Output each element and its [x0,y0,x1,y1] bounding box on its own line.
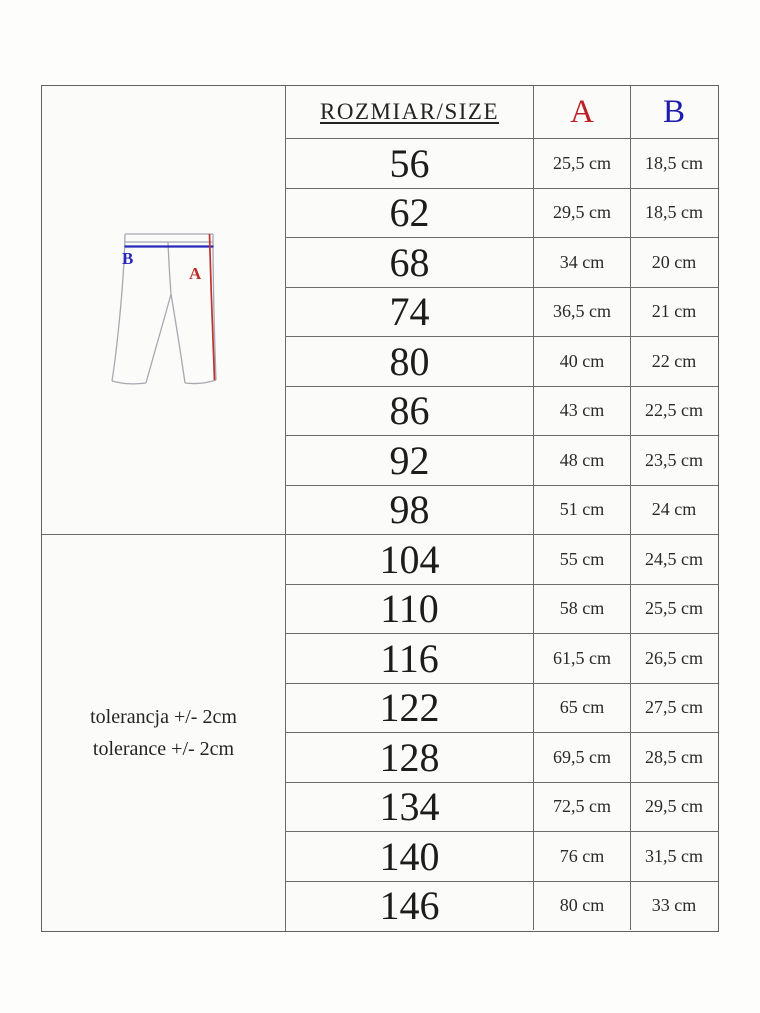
a-measure-cell [533,288,630,337]
table-row [286,534,718,584]
a-measure-cell-value: 65 cm [559,697,605,718]
header-a-cell [533,86,630,138]
size-cell [286,486,533,535]
table-row [286,188,718,238]
b-measure-cell-value: 27,5 cm [645,697,703,718]
b-measure-cell [630,436,717,485]
size-cell [286,882,533,931]
size-cell-value: 74 [389,289,430,335]
table-row [286,485,718,535]
size-cell-value: 134 [379,784,440,830]
b-measure-cell [630,832,717,881]
a-measure-cell-value: 51 cm [559,499,605,520]
a-measure-cell [533,733,630,782]
size-cell-value: 104 [379,536,440,582]
size-cell [286,535,533,584]
header-size-cell [286,86,533,138]
size-cell-value: 62 [389,190,430,236]
header-a-label: A [570,93,594,130]
a-measure-cell [533,238,630,287]
size-cell-value: 56 [389,140,430,186]
table-row [286,386,718,436]
table-header-row [286,86,718,138]
table-row [286,435,718,485]
trousers-diagram [108,231,220,389]
table-rows [286,138,718,930]
tolerance-line-en: tolerance +/- 2cm [92,737,235,760]
size-cell [286,783,533,832]
b-measure-cell-value: 20 cm [651,251,697,272]
b-measure-cell [630,189,717,238]
a-measure-cell [533,486,630,535]
b-measure-cell-value: 21 cm [651,301,697,322]
b-measure-cell-value: 29,5 cm [645,796,703,817]
b-measure-cell-value: 18,5 cm [645,152,703,173]
table-row [286,782,718,832]
a-measure-cell [533,585,630,634]
a-measure-cell-value: 69,5 cm [553,746,611,767]
header-b-cell [630,86,717,138]
a-measure-cell-value: 58 cm [559,598,605,619]
a-measure-cell-value: 55 cm [559,548,605,569]
b-measure-cell-value: 26,5 cm [645,647,703,668]
a-measure-cell-value: 34 cm [559,251,605,272]
b-measure-cell [630,882,717,931]
tolerance-cell [42,534,285,930]
a-measure-cell-value: 48 cm [559,449,605,470]
a-measure-cell-value: 61,5 cm [553,647,611,668]
b-measure-cell [630,486,717,535]
size-cell-value: 92 [389,437,430,483]
size-cell-value: 122 [379,685,440,731]
size-cell [286,585,533,634]
a-measure-cell [533,882,630,931]
b-measure-cell [630,535,717,584]
size-cell [286,684,533,733]
size-cell [286,832,533,881]
table-row [286,287,718,337]
a-measure-cell [533,337,630,386]
a-measure-cell [533,783,630,832]
size-cell [286,634,533,683]
tolerance-line-pl: tolerancja +/- 2cm [90,705,237,728]
size-cell-value: 110 [380,586,439,632]
size-cell [286,189,533,238]
b-measure-cell-value: 22,5 cm [645,400,703,421]
b-measure-cell-value: 24,5 cm [645,548,703,569]
table-row [286,584,718,634]
a-measure-cell [533,387,630,436]
a-measure-cell-value: 80 cm [559,895,605,916]
a-measure-cell [533,535,630,584]
b-measure-cell-value: 33 cm [651,895,697,916]
b-measure-cell-value: 31,5 cm [645,845,703,866]
a-measure-cell [533,189,630,238]
table-row [286,831,718,881]
a-measure-cell [533,684,630,733]
size-cell-value: 116 [380,635,439,681]
table-row [286,336,718,386]
size-cell [286,238,533,287]
header-size-label: ROZMIAR/SIZE [320,99,499,124]
a-measure-cell-value: 29,5 cm [553,202,611,223]
b-measure-cell [630,139,717,188]
size-cell [286,139,533,188]
size-cell-value: 128 [379,734,440,780]
a-measure-cell-value: 43 cm [559,400,605,421]
figure-label-b: B [121,249,133,268]
table-row [286,237,718,287]
b-measure-cell [630,387,717,436]
b-measure-cell-value: 28,5 cm [645,746,703,767]
size-table [41,85,719,932]
size-columns [286,86,718,931]
size-cell-value: 140 [379,833,440,879]
b-measure-cell [630,684,717,733]
size-cell [286,337,533,386]
table-row [286,683,718,733]
b-measure-cell [630,337,717,386]
b-measure-cell-value: 22 cm [651,350,697,371]
table-row [286,138,718,188]
figure-label-a: A [188,264,201,283]
b-measure-cell [630,585,717,634]
table-row [286,633,718,683]
size-cell-value: 68 [389,239,430,285]
size-cell [286,387,533,436]
b-measure-cell [630,288,717,337]
table-row [286,881,718,931]
size-cell-value: 146 [379,883,440,929]
b-measure-cell [630,783,717,832]
size-cell [286,436,533,485]
b-measure-cell [630,238,717,287]
b-measure-cell [630,634,717,683]
b-measure-cell-value: 23,5 cm [645,449,703,470]
b-measure-cell-value: 25,5 cm [645,598,703,619]
a-measure-cell-value: 76 cm [559,845,605,866]
a-measure-cell [533,634,630,683]
a-measure-cell-value: 40 cm [559,350,605,371]
b-measure-cell-value: 18,5 cm [645,202,703,223]
left-column [42,86,286,931]
table-row [286,732,718,782]
size-cell-value: 98 [389,487,430,533]
a-measure-cell [533,832,630,881]
a-measure-cell-value: 72,5 cm [553,796,611,817]
size-cell-value: 80 [389,338,430,384]
size-cell-value: 86 [389,388,430,434]
header-b-label: B [662,93,685,130]
b-measure-cell-value: 24 cm [651,499,697,520]
b-measure-cell [630,733,717,782]
figure-cell [42,86,285,534]
a-measure-cell-value: 36,5 cm [553,301,611,322]
size-cell [286,733,533,782]
a-measure-cell [533,436,630,485]
a-measure-cell [533,139,630,188]
a-measure-cell-value: 25,5 cm [553,152,611,173]
size-cell [286,288,533,337]
